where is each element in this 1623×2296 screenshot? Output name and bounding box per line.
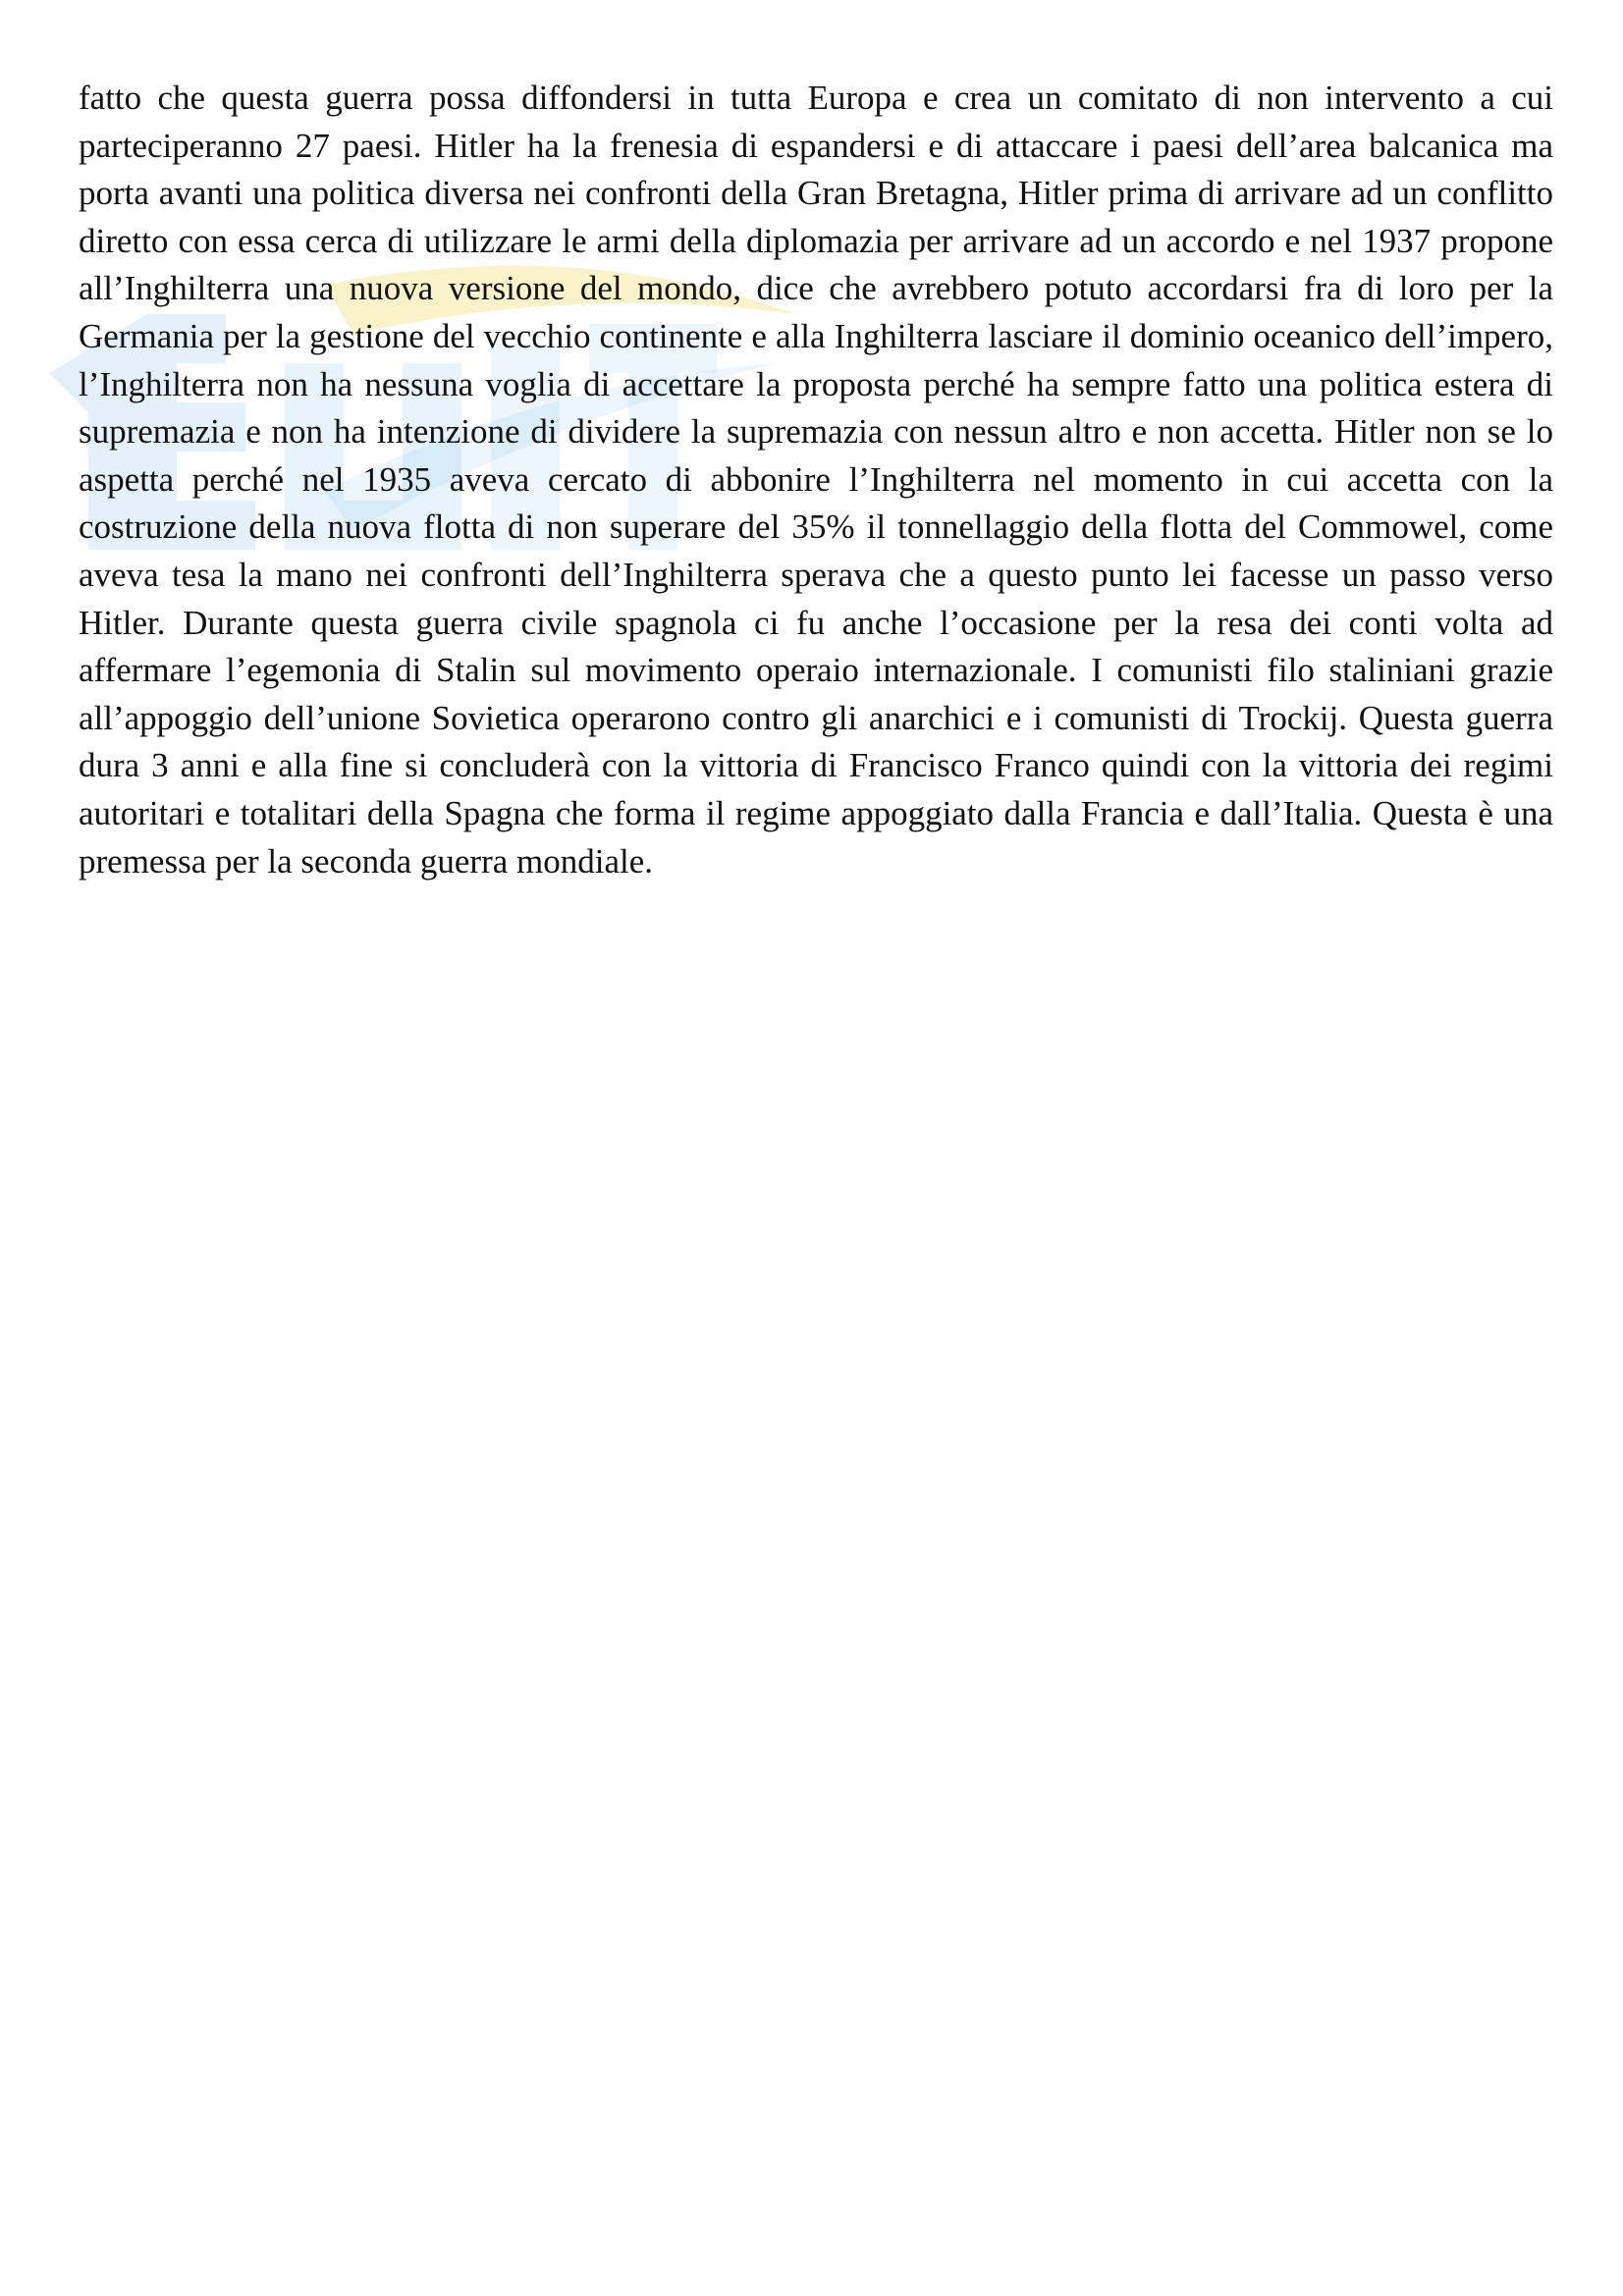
body-paragraph: fatto che questa guerra possa diffondersi in tutta Europa e crea un comitato di non intervento a cui parteciperanno 27 paesi. Hitler ha la frenesia di espandersi e di attaccare i paesi dell’area balcanica ma porta avanti una politica diversa nei confronti della Gran Bretagna, Hitler prima di arrivare ad un conflitto diretto con essa cerca di utilizzare le armi della diplomazia per arrivare ad un accordo e nel 1937 propone all’Inghilterra una nuova versione del mondo, dice che avrebbero potuto accordarsi fra di loro per la Germania per la gestione del vecchio continente e alla Inghilterra lasciare il dominio oceanico dell’impero, l’Inghilterra non ha nessuna voglia di accettare la proposta perché ha sempre fatto una politica estera di supremazia e non ha intenzione di dividere la supremazia con nessun altro e non accetta. Hitler non se lo aspetta perché nel 1935 aveva cercato di abbonire l’Inghilterra nel momento in cui accetta con la costruzione della nuova flotta di non superare del 35% il tonnellaggio della flotta del Commowel, come aveva tesa la mano nei confronti dell’Inghilterra sperava che a questo punto lei facesse un passo verso Hitler. Durante questa guerra civile spagnola ci fu anche l’occasione per la resa dei conti volta ad affermare l’egemonia di Stalin sul movimento operaio internazionale. I comunisti filo staliniani grazie all’appoggio dell’unione Sovietica operarono contro gli anarchici e i comunisti di Trockij. Questa guerra dura 3 anni e alla fine si concluderà con la vittoria di Francisco Franco quindi con la vittoria dei regimi autoritari e totalitari della Spagna che forma il regime appoggiato dalla Francia e dall’Italia. Questa è una premessa per la seconda guerra mondiale. [79,79,1553,881]
